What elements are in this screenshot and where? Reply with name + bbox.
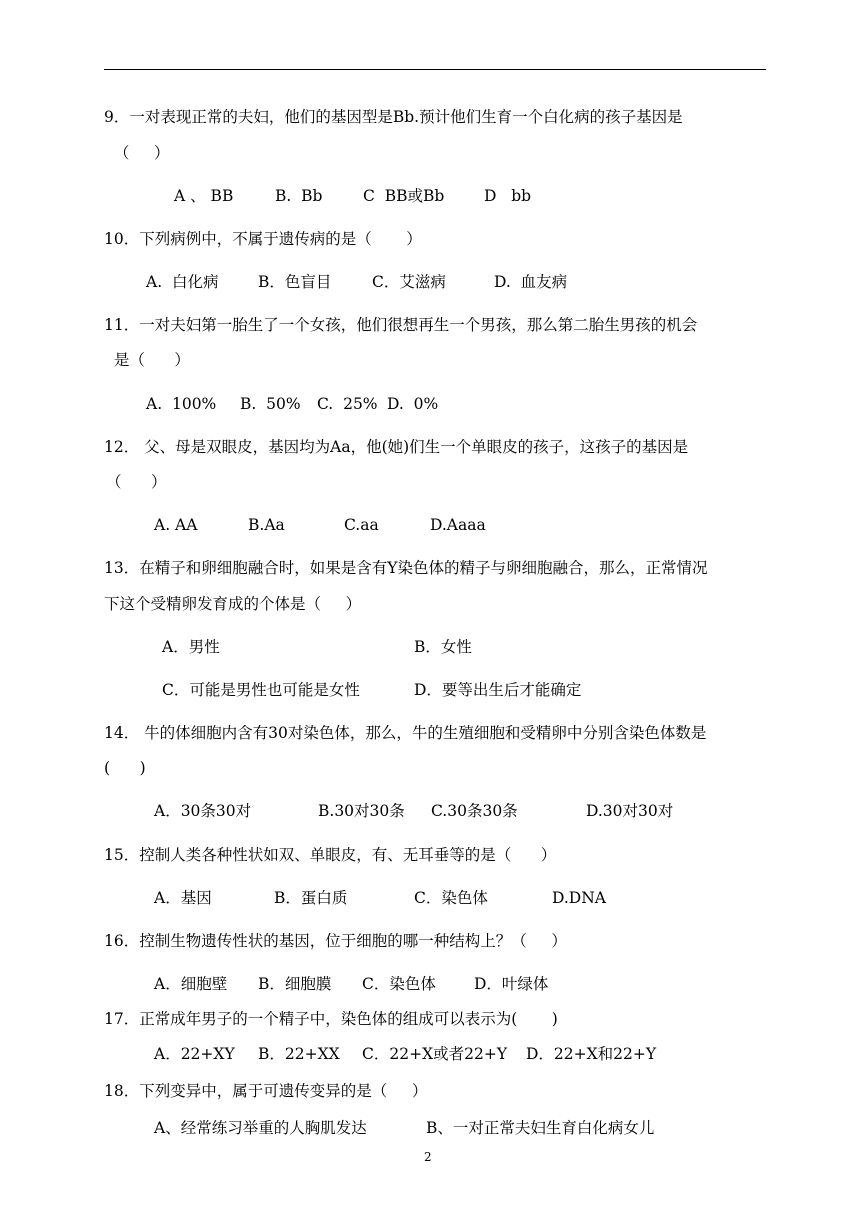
option-a: A．男性 [162,638,220,656]
option-a: A. 白化病 [146,273,219,291]
option-a: A. AA [154,516,198,534]
question-stem: （ ） [104,144,170,162]
option-b: B.30对30条 [318,802,405,820]
option-c: C．可能是男性也可能是女性 [162,681,360,699]
option-b: B. Bb [275,187,323,205]
option-d: D. 血友病 [494,273,568,291]
option-a: A. 100% [146,395,217,413]
question-stem: 14． 牛的体细胞内含有30对染色体，那么，牛的生殖细胞和受精卵中分别含染色体数是 [104,724,707,742]
option-c: C．染色体 [362,975,436,993]
question-stem: 是（ ） [104,351,190,369]
option-d: D．22+X和22+Y [526,1045,657,1063]
option-b: B．色盲目 [258,273,332,291]
option-a: A．基因 [154,889,212,907]
question-stem: 下这个受精卵发育成的个体是（ ） [104,595,362,613]
option-c: C．艾滋病 [372,273,446,291]
option-b: B．细胞膜 [258,975,332,993]
question-stem: 13．在精子和卵细胞融合时，如果是含有Y染色体的精子与卵细胞融合，那么，正常情况 [104,559,708,577]
option-d: D．叶绿体 [474,975,549,993]
option-b: B．22+XX [258,1045,340,1063]
question-stem: ( ) [104,759,146,777]
option-c: C.aa [344,516,379,534]
question-stem: 12． 父、母是双眼皮，基因均为Aa，他(她)们生一个单眼皮的孩子，这孩子的基因是 [104,438,689,456]
question-stem: （ ） [106,473,167,491]
option-c: C. 25% [317,395,378,413]
option-a: A、经常练习举重的人胸肌发达 [154,1119,367,1137]
option-c: C.30条30条 [431,802,518,820]
question-stem: 16．控制生物遗传性状的基因，位于细胞的哪一种结构上？（ ） [104,932,567,950]
question-stem: 10．下列病例中，不属于遗传病的是（ ） [104,230,422,248]
option-a: A．22+XY [154,1045,235,1063]
option-b: B.Aa [248,516,285,534]
option-d: D.DNA [552,889,606,907]
option-d: D.Aaaa [430,516,486,534]
option-c: C．染色体 [414,889,488,907]
question-stem: 11．一对夫妇第一胎生了一个女孩，他们很想再生一个男孩，那么第二胎生男孩的机会 [104,316,698,334]
question-stem: 17．正常成年男子的一个精子中，染色体的组成可以表示为( ) [104,1010,558,1028]
option-c: C BB或Bb [363,187,445,205]
question-stem: 15．控制人类各种性状如双、单眼皮，有、无耳垂等的是（ ） [104,846,557,864]
option-c: C．22+X或者22+Y [362,1045,508,1063]
page-number: 2 [424,1150,432,1164]
header-rule [104,69,766,70]
question-stem: 18．下列变异中，属于可遗传变异的是（ ） [104,1082,428,1100]
option-b: B、一对正常夫妇生育白化病女儿 [426,1119,655,1137]
question-stem: 9．一对表现正常的夫妇，他们的基因型是Bb.预计他们生育一个白化病的孩子基因是 [104,108,683,126]
option-b: B．蛋白质 [274,889,348,907]
option-a: A．30条30对 [154,802,252,820]
option-d: D．要等出生后才能确定 [414,681,582,699]
option-a: A 、 BB [174,187,234,205]
option-d: D. 0% [387,395,439,413]
option-b: B．女性 [414,638,472,656]
option-b: B. 50% [240,395,301,413]
option-d: D bb [484,187,532,205]
option-a: A．细胞壁 [154,975,228,993]
option-d: D.30对30对 [586,802,674,820]
